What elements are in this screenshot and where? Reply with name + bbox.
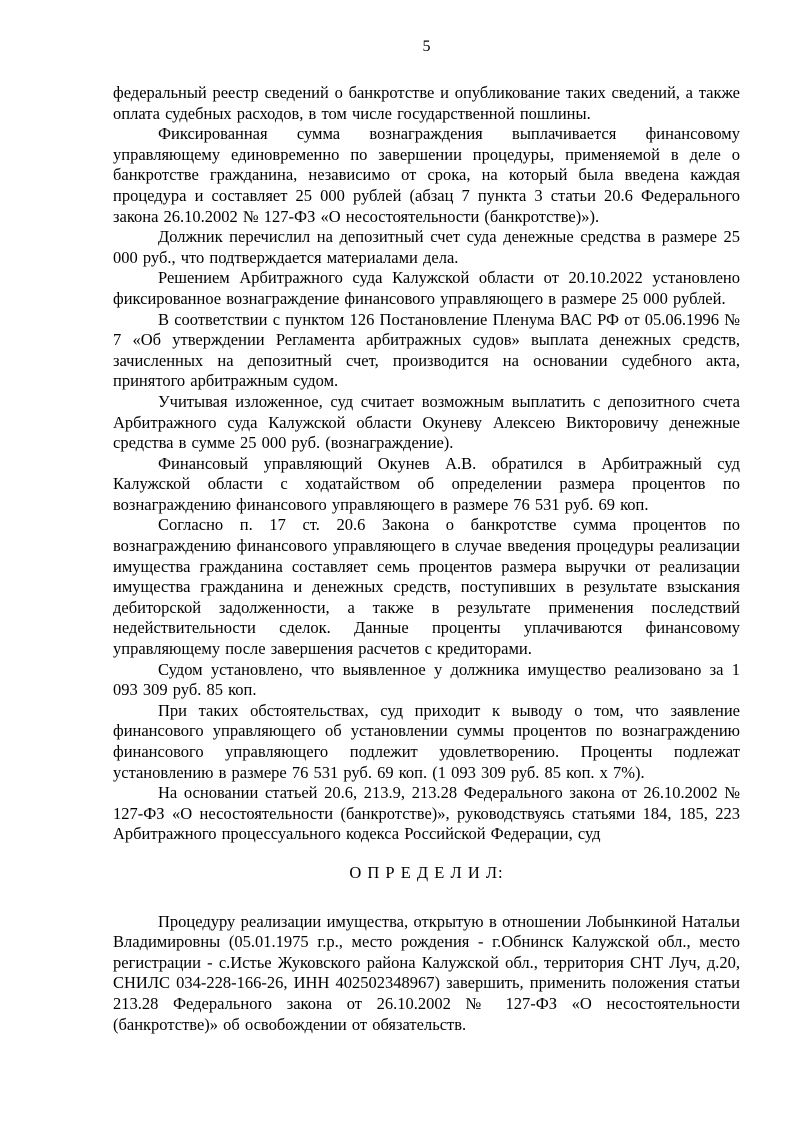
paragraph: На основании статьей 20.6, 213.9, 213.28 Федерального закона от 26.10.2002 № 127-ФЗ «О несостоятельности (банкротстве)», руководствуясь статьями 184, 185, 223 Арбитражного процессуального кодекса Российской Федерации, суд xyxy=(113,783,740,844)
paragraph: Судом установлено, что выявленное у должника имущество реализовано за 1 093 309 руб. 85 коп. xyxy=(113,659,740,700)
paragraph: Учитывая изложенное, суд считает возможным выплатить с депозитного счета Арбитражного суда Калужской области Окуневу Алексею Викторовичу денежные средства в сумме 25 000 руб. (вознаграждение). xyxy=(113,391,740,453)
paragraph: Фиксированная сумма вознаграждения выплачивается финансовому управляющему единовременно по завершении процедуры, применяемой в деле о банкротстве гражданина, независимо от срока, на который была введена каждая процедура и составляет 25 000 рублей (абзац 7 пункта 3 статьи 20.6 Федерального закона 26.10.2002 № 127-ФЗ «О несостоятельности (банкротстве)»). xyxy=(113,124,740,226)
paragraph-continuation: федеральный реестр сведений о банкротстве и опубликование таких сведений, а также оплата судебных расходов, в том числе государственной пошлины. xyxy=(113,83,740,123)
paragraph: Финансовый управляющий Окунев А.В. обратился в Арбитражный суд Калужской области с ходатайством об определении размера процентов по вознаграждению финансового управляющего в размере 76 531 руб. 69 коп. xyxy=(113,453,740,514)
resolution-heading: О П Р Е Д Е Л И Л: xyxy=(349,862,504,882)
paragraph: Решением Арбитражного суда Калужской области от 20.10.2022 установлено фиксированное вознаграждение финансового управляющего в размере 25 000 рублей. xyxy=(113,268,740,308)
document-body xyxy=(113,83,740,1035)
paragraph: При таких обстоятельствах, суд приходит к выводу о том, что заявление финансового управляющего об установлении суммы процентов по вознаграждению финансового управляющего подлежит удовлетворению. Проценты подлежат установлению в размере 76 531 руб. 69 коп. (1 093 309 руб. 85 коп. x 7%). xyxy=(113,700,740,782)
page-number: 5 xyxy=(422,38,431,55)
resolution-paragraph: Процедуру реализации имущества, открытую в отношении Лобынкиной Натальи Владимировны (05.01.1975 г.р., место рождения - г.Обнинск Калужской обл., место регистрации - с.Истье Жуковского района Калужской обл., территория СНТ Луч, д.20, СНИЛС 034-228-166-26, ИНН 402502348967) завершить, применить положения статьи 213.28 Федерального закона от 26.10.2002 № 127-ФЗ «О несостоятельности (банкротстве)» об освобождении от обязательств. xyxy=(113,911,740,1034)
paragraph: В соответствии с пунктом 126 Постановление Пленума ВАС РФ от 05.06.1996 № 7 «Об утверждении Регламента арбитражных судов» выплата денежных средств, зачисленных на депозитный счет, производится на основании судебного акта, принятого арбитражным судом. xyxy=(113,309,740,391)
paragraph: Должник перечислил на депозитный счет суда денежные средства в размере 25 000 руб., что подтверждается материалами дела. xyxy=(113,227,740,267)
paragraph: Согласно п. 17 ст. 20.6 Закона о банкротстве сумма процентов по вознаграждению финансового управляющего в случае введения процедуры реализации имущества гражданина составляет семь процентов размера выручки от реализации имущества гражданина и денежных средств, поступивших в результате взыскания дебиторской задолженности, а также в результате применения последствий недействительности сделок. Данные проценты уплачиваются финансовому управляющему после завершения расчетов с кредиторами. xyxy=(113,515,740,659)
